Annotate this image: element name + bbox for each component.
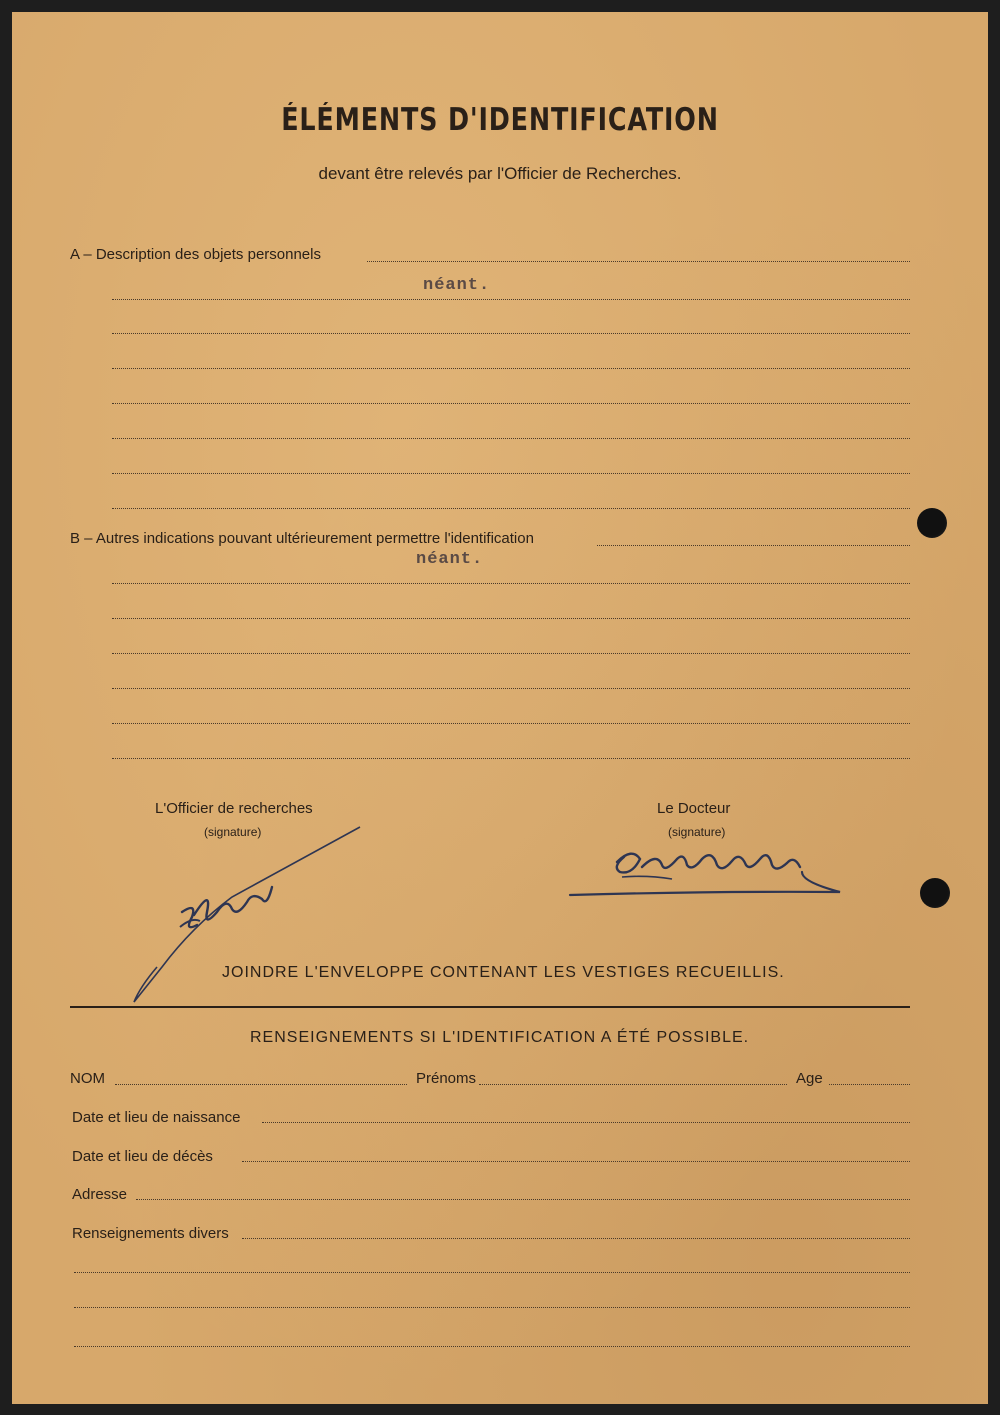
age-field xyxy=(829,1084,910,1085)
punch-hole xyxy=(920,878,950,908)
death-field xyxy=(242,1161,910,1162)
birth-label: Date et lieu de naissance xyxy=(72,1109,241,1126)
section-a-typed-value: néant. xyxy=(423,276,491,295)
section-b-line xyxy=(112,723,910,724)
section-b-line xyxy=(112,653,910,654)
officer-signature-title: L'Officier de recherches xyxy=(155,800,313,817)
section-b-typed-value: néant. xyxy=(416,550,484,569)
section-a-line xyxy=(112,368,910,369)
section-a-line xyxy=(367,261,910,262)
doctor-signature-title: Le Docteur xyxy=(657,800,731,817)
section-a-line xyxy=(112,508,910,509)
doctor-signature-note: (signature) xyxy=(668,825,726,839)
misc-label: Renseignements divers xyxy=(72,1225,229,1242)
document-title: ÉLÉMENTS D'IDENTIFICATION xyxy=(281,102,719,138)
misc-line xyxy=(74,1272,910,1273)
document-subtitle: devant être relevés par l'Officier de Recherches. xyxy=(318,164,682,183)
section-b-line xyxy=(112,758,910,759)
officer-signature xyxy=(122,817,382,1017)
form-sheet xyxy=(12,12,988,1404)
section-a-line xyxy=(112,438,910,439)
misc-field xyxy=(242,1238,910,1239)
address-field xyxy=(136,1199,910,1200)
prenoms-field xyxy=(479,1084,787,1085)
section-b-line xyxy=(112,583,910,584)
address-label: Adresse xyxy=(72,1186,128,1203)
section-b-label: B – Autres indications pouvant ultérieurement permettre l'identification xyxy=(70,530,534,547)
doctor-signature xyxy=(562,837,852,897)
punch-hole xyxy=(917,508,947,538)
section-a-line xyxy=(112,299,910,300)
section-b-line xyxy=(112,618,910,619)
section-a-line xyxy=(112,473,910,474)
section-b-line xyxy=(112,688,910,689)
prenoms-label: Prénoms xyxy=(416,1070,477,1087)
age-label: Age xyxy=(796,1070,823,1087)
info-heading: RENSEIGNEMENTS SI L'IDENTIFICATION A ÉTÉ POSSIBLE. xyxy=(250,1029,750,1046)
section-a-label: A – Description des objets personnels xyxy=(70,246,321,263)
section-a-line xyxy=(112,403,910,404)
nom-label: NOM xyxy=(70,1070,105,1087)
birth-field xyxy=(262,1122,910,1123)
section-b-line xyxy=(597,545,910,546)
section-a-line xyxy=(112,333,910,334)
misc-line xyxy=(74,1307,910,1308)
death-label: Date et lieu de décès xyxy=(72,1148,213,1165)
envelope-instruction: JOINDRE L'ENVELOPPE CONTENANT LES VESTIGES RECUEILLIS. xyxy=(222,964,785,981)
officer-signature-note: (signature) xyxy=(204,825,262,839)
misc-line xyxy=(74,1346,910,1347)
section-divider xyxy=(70,1006,910,1008)
nom-field xyxy=(115,1084,407,1085)
